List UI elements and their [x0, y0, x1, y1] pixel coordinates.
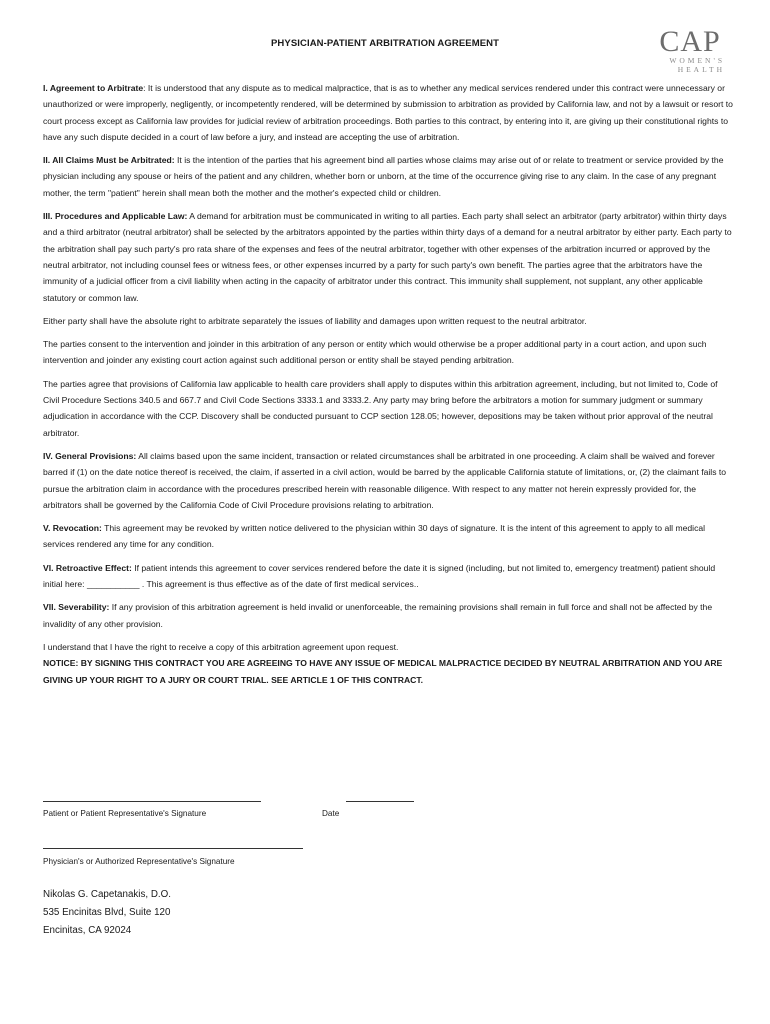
- date-line[interactable]: [346, 801, 414, 802]
- section-text: A demand for arbitration must be communicated in writing to all parties. Each party shall select an arbitrator (party arbitrator) within thirty days and a third arbitrator (neutral arbitrator) shall be selected by the arbitrators appointed by the parties within thirty days of a demand for a neutral arbitrator by either party. Each party to the arbitration shall pay such party's pro rata share of the expenses and fees of the neutral arbitrator, together with other expenses of the arbitration incurred or approved by the neutral arbitrator, not including counsel fees or witness fees, or other expenses incurred by a party for such party's own benefit. The parties agree that the arbitrators have the immunity of a judicial officer from a civil liability when acting in the capacity of arbitrator under this contract. This immunity shall supplement, not supplant, any other applicable statutory or common law.: [43, 211, 732, 303]
- paragraph-text: The parties consent to the intervention and joinder in this arbitration of any person or entity which would otherwise be a proper additional party in a court action, and upon such intervention and joinder any existing court action against such additional person or entity shall be stayed pending arbitration.: [43, 339, 707, 366]
- section-text: All claims based upon the same incident, transaction or related circumstances shall be arbitrated in one proceeding. A claim shall be waived and forever barred if (1) on the date notice thereof is received, the claim, if asserted in a civil action, would be barred by the applicable California statute of limitations, or, (2) the claimant fails to pursue the arbitration claim in accordance with the procedures prescribed herein with reasonable diligence. With respect to any matter not herein expressly provided for, the arbitrators shall be governed by the California Code of Civil Procedure provisions relating to arbitration.: [43, 450, 727, 510]
- copy-statement: [43, 639, 733, 688]
- paragraph-text: The parties agree that provisions of California law applicable to health care providers shall apply to disputes within this arbitration agreement, including, but not limited to, Code of Civil Procedure Sections 340.5 and 667.7 and Civil Code Sections 3333.1 and 3333.2. Any party may bring before the arbitrators a motion for summary judgment or summary adjudication in accordance with the CCP. Discovery shall be conducted pursuant to CCP section 128.05; however, depositions may be taken without prior approval of the neutral arbitrator.: [43, 378, 718, 438]
- physician-address: [43, 886, 171, 940]
- section-heading: IV. General Provisions:: [43, 450, 137, 461]
- physician-signature-line[interactable]: [43, 848, 303, 849]
- section-heading: II. All Claims Must be Arbitrated:: [43, 155, 175, 166]
- section-all-claims: [43, 152, 733, 201]
- section-text: : It is understood that any dispute as to medical malpractice, that is as to whether any medical services rendered under this contract were unnecessary or unauthorized or were improperly, negligently, or incompetently rendered, will be determined by submission to arbitration as provided by California law, and not by a lawsuit or resort to court process except as California law provides for judicial review of arbitration proceedings. Both parties to this contract, by entering into it, are giving up their constitutional rights to have any such dispute decided in a court of law before a jury, and instead are accepting the use of arbitration.: [43, 83, 733, 142]
- section-heading: III. Procedures and Applicable Law:: [43, 211, 188, 222]
- patient-signature-label: Patient or Patient Representative's Signature: [43, 809, 207, 818]
- section-text: This agreement may be revoked by written notice delivered to the physician within 30 days of signature. It is the intent of this agreement to apply to all medical services rendered any time for any condition.: [43, 523, 706, 550]
- paragraph-joinder: [43, 336, 733, 369]
- section-heading: V. Revocation:: [43, 523, 102, 534]
- section-agreement-to-arbitrate: [43, 80, 733, 145]
- physician-signature-label: Physician's or Authorized Representative's Signature: [43, 857, 235, 866]
- logo-subtitle-1: WOMEN'S: [669, 56, 725, 65]
- paragraph-california-law: [43, 376, 733, 441]
- cap-womens-health-logo: [655, 25, 725, 74]
- document-title: PHYSICIAN-PATIENT ARBITRATION AGREEMENT: [270, 38, 500, 49]
- section-procedures: [43, 208, 733, 306]
- address-city: Encinitas, CA 92024: [43, 925, 132, 936]
- paragraph-separate-arbitration: [43, 313, 733, 329]
- paragraph-text: Either party shall have the absolute right to arbitrate separately the issues of liability and damages upon written request to the neutral arbitrator.: [43, 315, 587, 326]
- notice-text: NOTICE: BY SIGNING THIS CONTRACT YOU ARE AGREEING TO HAVE ANY ISSUE OF MEDICAL MALPRACTICE DECIDED BY NEUTRAL ARBITRATION AND YOU ARE GIVING UP YOUR RIGHT TO A JURY OR COURT TRIAL. SEE ARTICLE 1 OF THIS CONTRACT.: [43, 658, 723, 685]
- section-general-provisions: [43, 448, 733, 513]
- date-label: Date: [322, 809, 340, 818]
- section-text: If any provision of this arbitration agreement is held invalid or unenforceable, the remaining provisions shall remain in full force and shall not be affected by the invalidity of any other provision.: [43, 602, 713, 629]
- agreement-body: [43, 80, 733, 688]
- section-text: If patient intends this agreement to cover services rendered before the date it is signed (including, but not limited to, emergency treatment) patient should initial here: ___________ . This agreement is thus effective as of the date of first medical services..: [43, 562, 716, 590]
- patient-signature-line[interactable]: [43, 801, 261, 802]
- copy-statement-text: I understand that I have the right to receive a copy of this arbitration agreement upon request.: [43, 641, 399, 652]
- section-heading: I. Agreement to Arbitrate: [43, 83, 144, 93]
- section-severability: [43, 599, 733, 632]
- address-street: 535 Encinitas Blvd, Suite 120: [43, 907, 171, 918]
- section-retroactive-effect: [43, 560, 733, 593]
- section-text: It is the intention of the parties that his agreement bind all parties whose claims may arise out of or relate to treatment or service provided by the physician including any spouse or heirs of the patient and any children, whether born or unborn, at the time of the occurrence giving rise to any claim. In the case of any pregnant mother, the term "patient" herein shall mean both the mother and the mother's expected child or children.: [43, 155, 724, 198]
- section-heading: VII. Severability:: [43, 602, 110, 613]
- section-revocation: [43, 520, 733, 553]
- logo-subtitle-2: HEALTH: [677, 65, 725, 74]
- section-heading: VI. Retroactive Effect:: [43, 562, 132, 573]
- logo-wordmark: CAP: [659, 25, 721, 58]
- physician-name: Nikolas G. Capetanakis, D.O.: [43, 889, 171, 900]
